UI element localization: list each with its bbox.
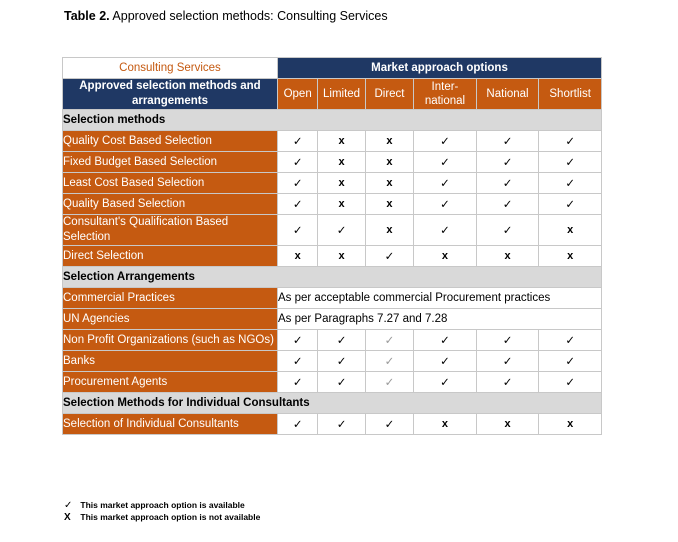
table-title: Approved selection methods: Consulting Services <box>112 9 388 23</box>
check-icon: ✓ <box>476 152 539 173</box>
check-icon: ✓ <box>539 351 602 372</box>
check-icon: ✓ <box>476 330 539 351</box>
check-icon: ✓ <box>476 372 539 393</box>
section-header: Selection methods <box>63 110 602 131</box>
check-icon: ✓ <box>277 372 317 393</box>
cross-icon: x <box>414 414 477 435</box>
table-row <box>63 372 602 393</box>
check-icon: ✓ <box>414 215 477 246</box>
row-label: Least Cost Based Selection <box>63 173 278 194</box>
check-icon: ✓ <box>414 173 477 194</box>
check-icon: ✓ <box>414 330 477 351</box>
check-icon: ✓ <box>539 330 602 351</box>
check-icon: ✓ <box>414 131 477 152</box>
row-label: Commercial Practices <box>63 288 278 309</box>
selection-methods-table <box>62 57 602 435</box>
check-icon: ✓ <box>365 351 413 372</box>
row-label: UN Agencies <box>63 309 278 330</box>
legend-available-text: This market approach option is available <box>80 500 245 510</box>
table-caption <box>64 9 388 23</box>
cross-icon: x <box>414 246 477 267</box>
cross-icon: x <box>365 215 413 246</box>
legend-available <box>64 500 245 511</box>
check-icon: ✓ <box>277 215 317 246</box>
row-label: Banks <box>63 351 278 372</box>
cross-icon: x <box>539 414 602 435</box>
row-label: Direct Selection <box>63 246 278 267</box>
check-icon: ✓ <box>318 372 365 393</box>
check-icon: ✓ <box>414 372 477 393</box>
check-icon: ✓ <box>476 173 539 194</box>
check-icon: ✓ <box>539 173 602 194</box>
row-label: Quality Cost Based Selection <box>63 131 278 152</box>
consulting-services-title: Consulting Services <box>63 58 278 79</box>
table-number: Table 2. <box>64 9 110 23</box>
check-icon: ✓ <box>476 351 539 372</box>
table-row <box>63 246 602 267</box>
option-header-direct: Direct <box>365 79 413 110</box>
check-icon: ✓ <box>476 131 539 152</box>
cross-icon: x <box>365 131 413 152</box>
check-icon: ✓ <box>365 246 413 267</box>
check-icon: ✓ <box>365 414 413 435</box>
cross-icon: x <box>539 215 602 246</box>
check-icon: ✓ <box>414 194 477 215</box>
option-header-limited: Limited <box>318 79 365 110</box>
option-header-international: Inter-national <box>414 79 477 110</box>
table-row <box>63 215 602 246</box>
row-label: Procurement Agents <box>63 372 278 393</box>
option-header-national: National <box>476 79 539 110</box>
cross-icon: x <box>318 246 365 267</box>
check-icon: ✓ <box>476 215 539 246</box>
table-row <box>63 330 602 351</box>
cross-icon: x <box>365 173 413 194</box>
table-row <box>63 351 602 372</box>
option-header-shortlist: Shortlist <box>539 79 602 110</box>
table-row <box>63 131 602 152</box>
table-row <box>63 194 602 215</box>
market-approach-header: Market approach options <box>277 58 601 79</box>
methods-column-header: Approved selection methods and arrangements <box>63 79 278 110</box>
check-icon: ✓ <box>539 152 602 173</box>
section-header: Selection Arrangements <box>63 267 602 288</box>
check-icon: ✓ <box>277 131 317 152</box>
table-row <box>63 152 602 173</box>
check-icon: ✓ <box>539 131 602 152</box>
row-note: As per acceptable commercial Procurement practices <box>277 288 601 309</box>
check-icon: ✓ <box>365 330 413 351</box>
check-icon: ✓ <box>64 500 73 511</box>
check-icon: ✓ <box>277 330 317 351</box>
cross-icon: x <box>277 246 317 267</box>
check-icon: ✓ <box>476 194 539 215</box>
table-row <box>63 173 602 194</box>
check-icon: ✓ <box>414 351 477 372</box>
cross-icon: X <box>64 512 71 523</box>
row-label: Quality Based Selection <box>63 194 278 215</box>
check-icon: ✓ <box>277 173 317 194</box>
row-label: Selection of Individual Consultants <box>63 414 278 435</box>
table-row <box>63 414 602 435</box>
row-label: Non Profit Organizations (such as NGOs) <box>63 330 278 351</box>
check-icon: ✓ <box>318 215 365 246</box>
legend-not-available <box>64 512 260 523</box>
check-icon: ✓ <box>318 330 365 351</box>
check-icon: ✓ <box>414 152 477 173</box>
check-icon: ✓ <box>277 351 317 372</box>
table-row <box>63 309 602 330</box>
legend-not-available-text: This market approach option is not available <box>80 512 261 522</box>
section-header: Selection Methods for Individual Consultants <box>63 393 602 414</box>
table-row <box>63 288 602 309</box>
row-label: Consultant's Qualification Based Selection <box>63 215 278 246</box>
check-icon: ✓ <box>539 372 602 393</box>
check-icon: ✓ <box>318 414 365 435</box>
check-icon: ✓ <box>277 194 317 215</box>
row-label: Fixed Budget Based Selection <box>63 152 278 173</box>
cross-icon: x <box>476 246 539 267</box>
cross-icon: x <box>539 246 602 267</box>
option-header-open: Open <box>277 79 317 110</box>
cross-icon: x <box>318 194 365 215</box>
check-icon: ✓ <box>277 152 317 173</box>
row-note: As per Paragraphs 7.27 and 7.28 <box>277 309 601 330</box>
cross-icon: x <box>318 131 365 152</box>
cross-icon: x <box>365 152 413 173</box>
check-icon: ✓ <box>539 194 602 215</box>
cross-icon: x <box>365 194 413 215</box>
check-icon: ✓ <box>318 351 365 372</box>
cross-icon: x <box>476 414 539 435</box>
check-icon: ✓ <box>277 414 317 435</box>
cross-icon: x <box>318 173 365 194</box>
cross-icon: x <box>318 152 365 173</box>
check-icon: ✓ <box>365 372 413 393</box>
